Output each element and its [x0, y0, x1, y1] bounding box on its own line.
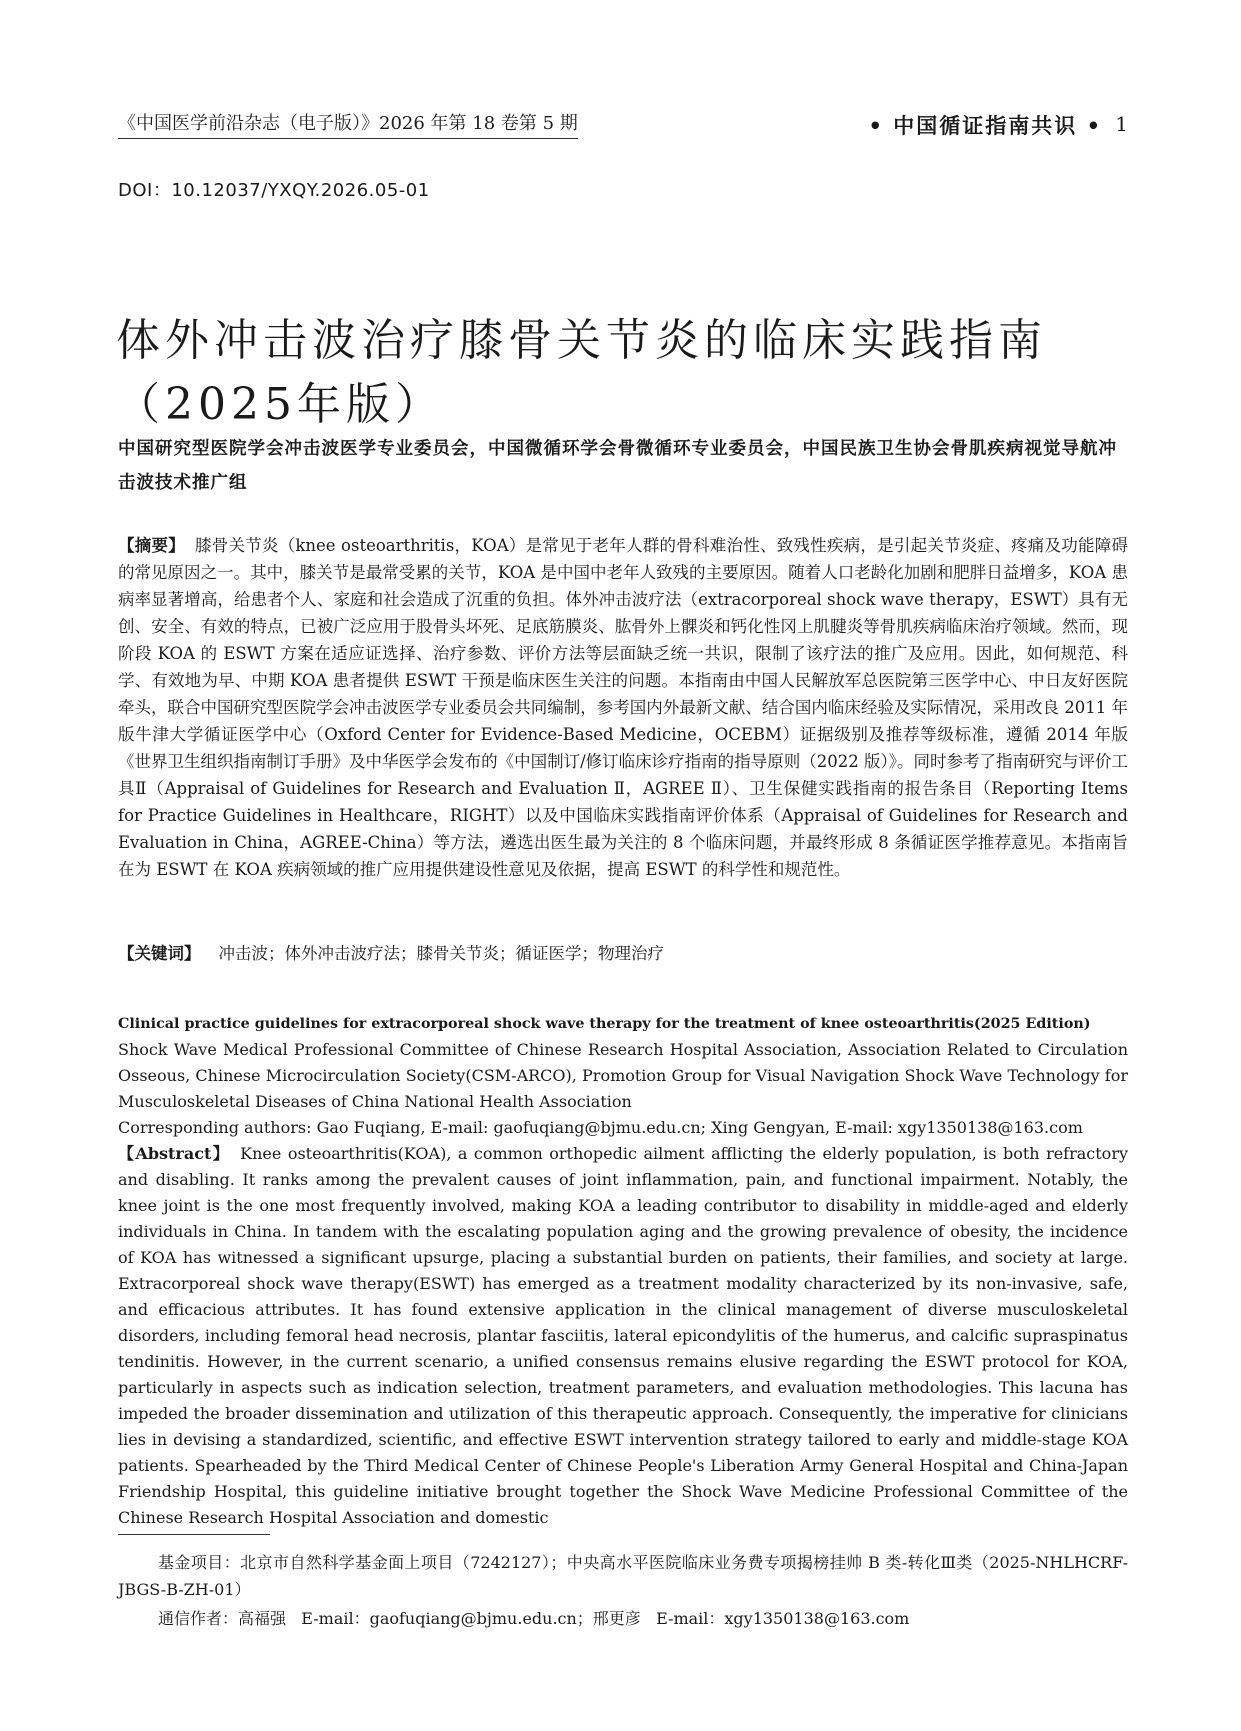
english-authors: Shock Wave Medical Professional Committee of Chinese Research Hospital Association, Association Related to Circulation Osseous, Chinese Microcirculation Society(CSM-ARCO), Promotion Group for Visual Navigation Shock Wave Technology for Musculoskeletal Diseases of China National Health Association [118, 1040, 1128, 1111]
abstract-chinese [118, 532, 1128, 883]
corresponding-footnote[interactable]: 通信作者：高福强 E-mail：gaofuqiang@bjmu.edu.cn；邢更彦 E-mail：xgy1350138@163.com [158, 1609, 910, 1628]
keywords-cn-text: 冲击波；体外冲击波疗法；膝骨关节炎；循证医学；物理治疗 [218, 944, 664, 963]
abstract-en-text: Knee osteoarthritis(KOA), a common orthopedic ailment afflicting the elderly population, is both refractory and disabling. It ranks among the prevalent causes of joint inflammation, pain, and functional impairment. Notably, the knee joint is the one most frequently involved, making KOA a leading contributor to disability in middle-aged and elderly individuals in China. In tandem with the escalating population aging and the growing prevalence of obesity, the incidence of KOA has witnessed a significant upsurge, placing a substantial burden on patients, their families, and society at large. Extracorporeal shock wave therapy(ESWT) has emerged as a treatment modality characterized by its non-invasive, safe, and efficacious attributes. It has found extensive application in the clinical management of diverse musculoskeletal disorders, including femoral head necrosis, plantar fasciitis, lateral epicondylitis of the humerus, and calcific supraspinatus tendinitis. However, in the current scenario, a unified consensus remains elusive regarding the ESWT protocol for KOA, particularly in aspects such as indication selection, treatment parameters, and evaluation methodologies. This lacuna has impeded the broader dissemination and utilization of this therapeutic approach. Consequently, the imperative for clinicians lies in devising a standardized, scientific, and effective ESWT intervention strategy tailored to early and middle-stage KOA patients. Spearheaded by the Third Medical Center of Chinese People's Liberation Army General Hospital and China-Japan Friendship Hospital, this guideline initiative brought together the Shock Wave Medicine Professional Committee of the Chinese Research Hospital Association and domestic [118, 1144, 1129, 1527]
page-number: 1 [1115, 112, 1128, 136]
english-title: Clinical practice guidelines for extracorporeal shock wave therapy for the treatment of knee osteoarthritis(2025 Edition) [118, 1016, 1091, 1032]
page-header [118, 112, 1128, 142]
keywords-chinese [118, 941, 1128, 967]
keywords-cn-label: 【关键词】 [118, 944, 201, 963]
article-title [116, 309, 1126, 437]
title-line-2: （2025年版） [116, 379, 444, 431]
author-organizations: 中国研究型医院学会冲击波医学专业委员会，中国微循环学会骨微循环专业委员会，中国民族卫生协会骨肌疾病视觉导航冲击波技术推广组 [118, 439, 1117, 493]
abstract-en-label: 【Abstract】 [118, 1144, 231, 1163]
journal-citation: 《中国医学前沿杂志（电子版）》2026 年第 18 卷第 5 期 [118, 112, 578, 139]
title-line-1: 体外冲击波治疗膝骨关节炎的临床实践指南 [116, 315, 1047, 367]
funding-footnote: 基金项目：北京市自然科学基金面上项目（7242127）；中央高水平医院临床业务费专项揭榜挂帅 B 类-转化Ⅲ类（2025-NHLHCRF-JBGS-B-ZH-01） [118, 1553, 1128, 1599]
section-tag: • 中国循证指南共识 • [868, 114, 1102, 138]
abstract-cn-text: 膝骨关节炎（knee osteoarthritis，KOA）是常见于老年人群的骨科难治性、致残性疾病，是引起关节炎症、疼痛及功能障碍的常见原因之一。其中，膝关节是最常受累的关节，KOA 是中国中老年人致残的主要原因。随着人口老龄化加剧和肥胖日益增多，KOA 患病率显著增高，给患者个人、家庭和社会造成了沉重的负担。体外冲击波疗法（extracorporeal shock wave therapy，ESWT）具有无创、安全、有效的特点，已被广泛应用于股骨头坏死、足底筋膜炎、肱骨外上髁炎和钙化性冈上肌腱炎等骨肌疾病临床治疗领域。然而，现阶段 KOA 的 ESWT 方案在适应证选择、治疗参数、评价方法等层面缺乏统一共识，限制了该疗法的推广及应用。因此，如何规范、科学、有效地为早、中期 KOA 患者提供 ESWT 干预是临床医生关注的问题。本指南由中国人民解放军总医院第三医学中心、中日友好医院牵头，联合中国研究型医院学会冲击波医学专业委员会共同编制，参考国内外最新文献、结合国内临床经验及实际情况，采用改良 2011 年版牛津大学循证医学中心（Oxford Center for Evidence-Based Medicine，OCEBM）证据级别及推荐等级标准，遵循 2014 年版《世界卫生组织指南制订手册》及中华医学会发布的《中国制订/修订临床诊疗指南的指导原则（2022 版）》。同时参考了指南研究与评价工具Ⅱ（Appraisal of Guidelines for Research and Evaluation Ⅱ，AGREE Ⅱ）、卫生保健实践指南的报告条目（Reporting Items for Practice Guidelines in Healthcare，RIGHT）以及中国临床实践指南评价体系（Appraisal of Guidelines for Research and Evaluation in China，AGREE-China）等方法，遴选出医生最为关注的 8 个临床问题，并最终形成 8 条循证医学推荐意见。本指南旨在为 ESWT 在 KOA 疾病领域的推广应用提供建设性意见及依据，提高 ESWT 的科学性和规范性。 [118, 536, 1129, 879]
abstract-cn-label: 【摘要】 [118, 536, 185, 555]
footnote-divider [118, 1534, 270, 1535]
english-corresponding-authors[interactable]: Corresponding authors: Gao Fuqiang, E-mail: gaofuqiang@bjmu.edu.cn; Xing Gengyan, E-mail: xgy1350138@163.com [118, 1118, 1083, 1137]
doi[interactable]: DOI：10.12037/YXQY.2026.05-01 [118, 180, 430, 201]
abstract-english [118, 1141, 1128, 1531]
